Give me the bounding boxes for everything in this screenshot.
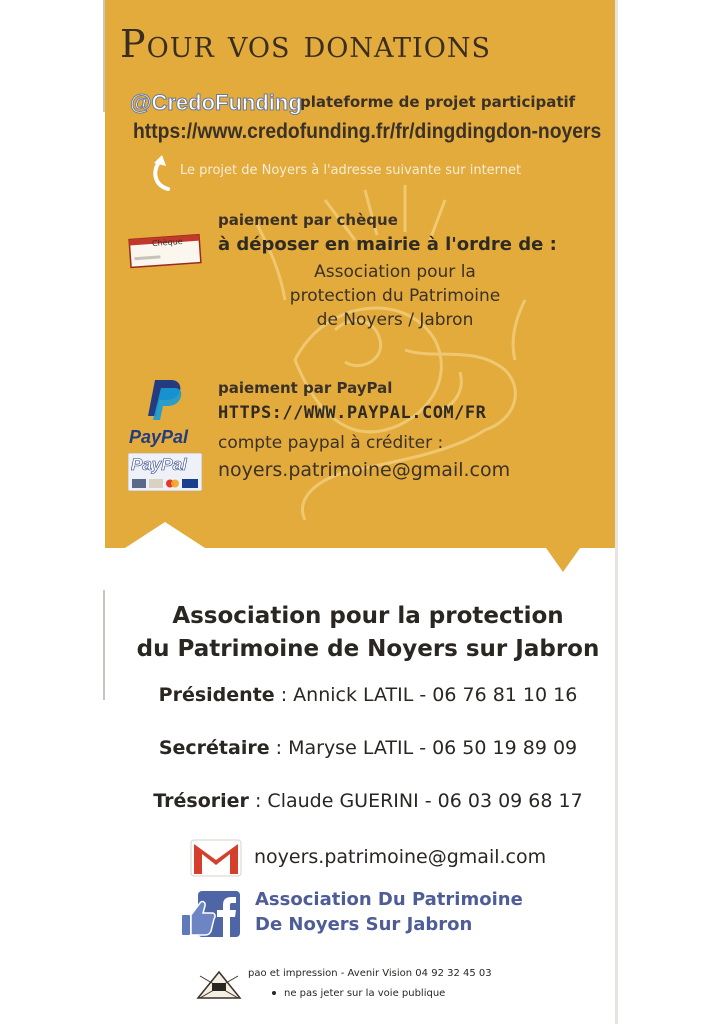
contact-separator: : [269, 737, 289, 759]
association-email-link[interactable]: noyers.patrimoine@gmail.com [254, 846, 547, 868]
contact-row-presidente [118, 684, 618, 706]
facebook-page-line1: Association Du Patrimoine [255, 889, 523, 910]
paypal-badge-text: PayPal [131, 455, 187, 474]
curved-arrow-icon [150, 153, 180, 195]
cheque-payee-line: de Noyers / Jabron [316, 310, 474, 330]
cheque-payee-line: protection du Patrimoine [289, 286, 501, 306]
contact-row-tresorier [118, 790, 618, 812]
paypal-account-label: compte paypal à créditer : [218, 433, 444, 453]
footer-print-credit: pao et impression - Avenir Vision 04 92 32 45 03 [248, 968, 492, 979]
association-name-line1: Association pour la protection [172, 603, 564, 629]
footer-notice-text: ne pas jeter sur la voie publique [284, 988, 446, 999]
cheque-instruction: à déposer en mairie à l'ordre de : [218, 234, 557, 255]
contact-role: Secrétaire [158, 737, 270, 759]
page-edge [615, 0, 618, 1024]
paypal-url-link[interactable]: HTTPS://WWW.PAYPAL.COM/FR [218, 403, 487, 423]
association-name [118, 600, 618, 666]
credofunding-note: Le projet de Noyers à l'adresse suivante sur internet [180, 163, 522, 178]
facebook-page-link[interactable] [255, 887, 523, 937]
cheque-heading: paiement par chèque [218, 211, 398, 229]
donations-title: Pour vos donations [120, 22, 491, 66]
paypal-logo-text: PayPal [129, 427, 189, 447]
cheque-payee [230, 260, 560, 332]
credofunding-description: plateforme de projet participatif [300, 93, 576, 111]
contact-row-secretaire [118, 737, 618, 759]
credofunding-logo: @CredoFunding [130, 90, 302, 115]
contact-detail: Maryse LATIL - 06 50 19 89 09 [288, 737, 578, 759]
contact-detail: Claude GUERINI - 06 03 09 68 17 [267, 790, 583, 812]
cheque-payee-line: Association pour la [314, 262, 476, 282]
paypal-account-email-link[interactable]: noyers.patrimoine@gmail.com [218, 459, 511, 481]
facebook-like-icon [180, 891, 242, 943]
contact-detail: Annick LATIL - 06 76 81 10 16 [293, 684, 578, 706]
cheque-icon-label: Chèque [151, 236, 183, 249]
fold-line-bottom [103, 590, 105, 700]
printer-logo-icon [196, 968, 242, 1004]
footer-notice [272, 988, 445, 999]
bullet-icon [272, 991, 276, 995]
gmail-icon [190, 838, 242, 882]
facebook-page-line2: De Noyers Sur Jabron [255, 914, 473, 935]
contact-separator: : [248, 790, 268, 812]
association-name-line2: du Patrimoine de Noyers sur Jabron [136, 636, 600, 662]
paypal-heading: paiement par PayPal [218, 379, 393, 397]
paypal-p-icon [145, 378, 185, 426]
contact-role: Trésorier [153, 790, 249, 812]
contact-separator: : [274, 684, 294, 706]
contact-role: Présidente [158, 684, 275, 706]
credofunding-url-link[interactable]: https://www.credofunding.fr/fr/dingdingdon-noyers [133, 120, 602, 143]
